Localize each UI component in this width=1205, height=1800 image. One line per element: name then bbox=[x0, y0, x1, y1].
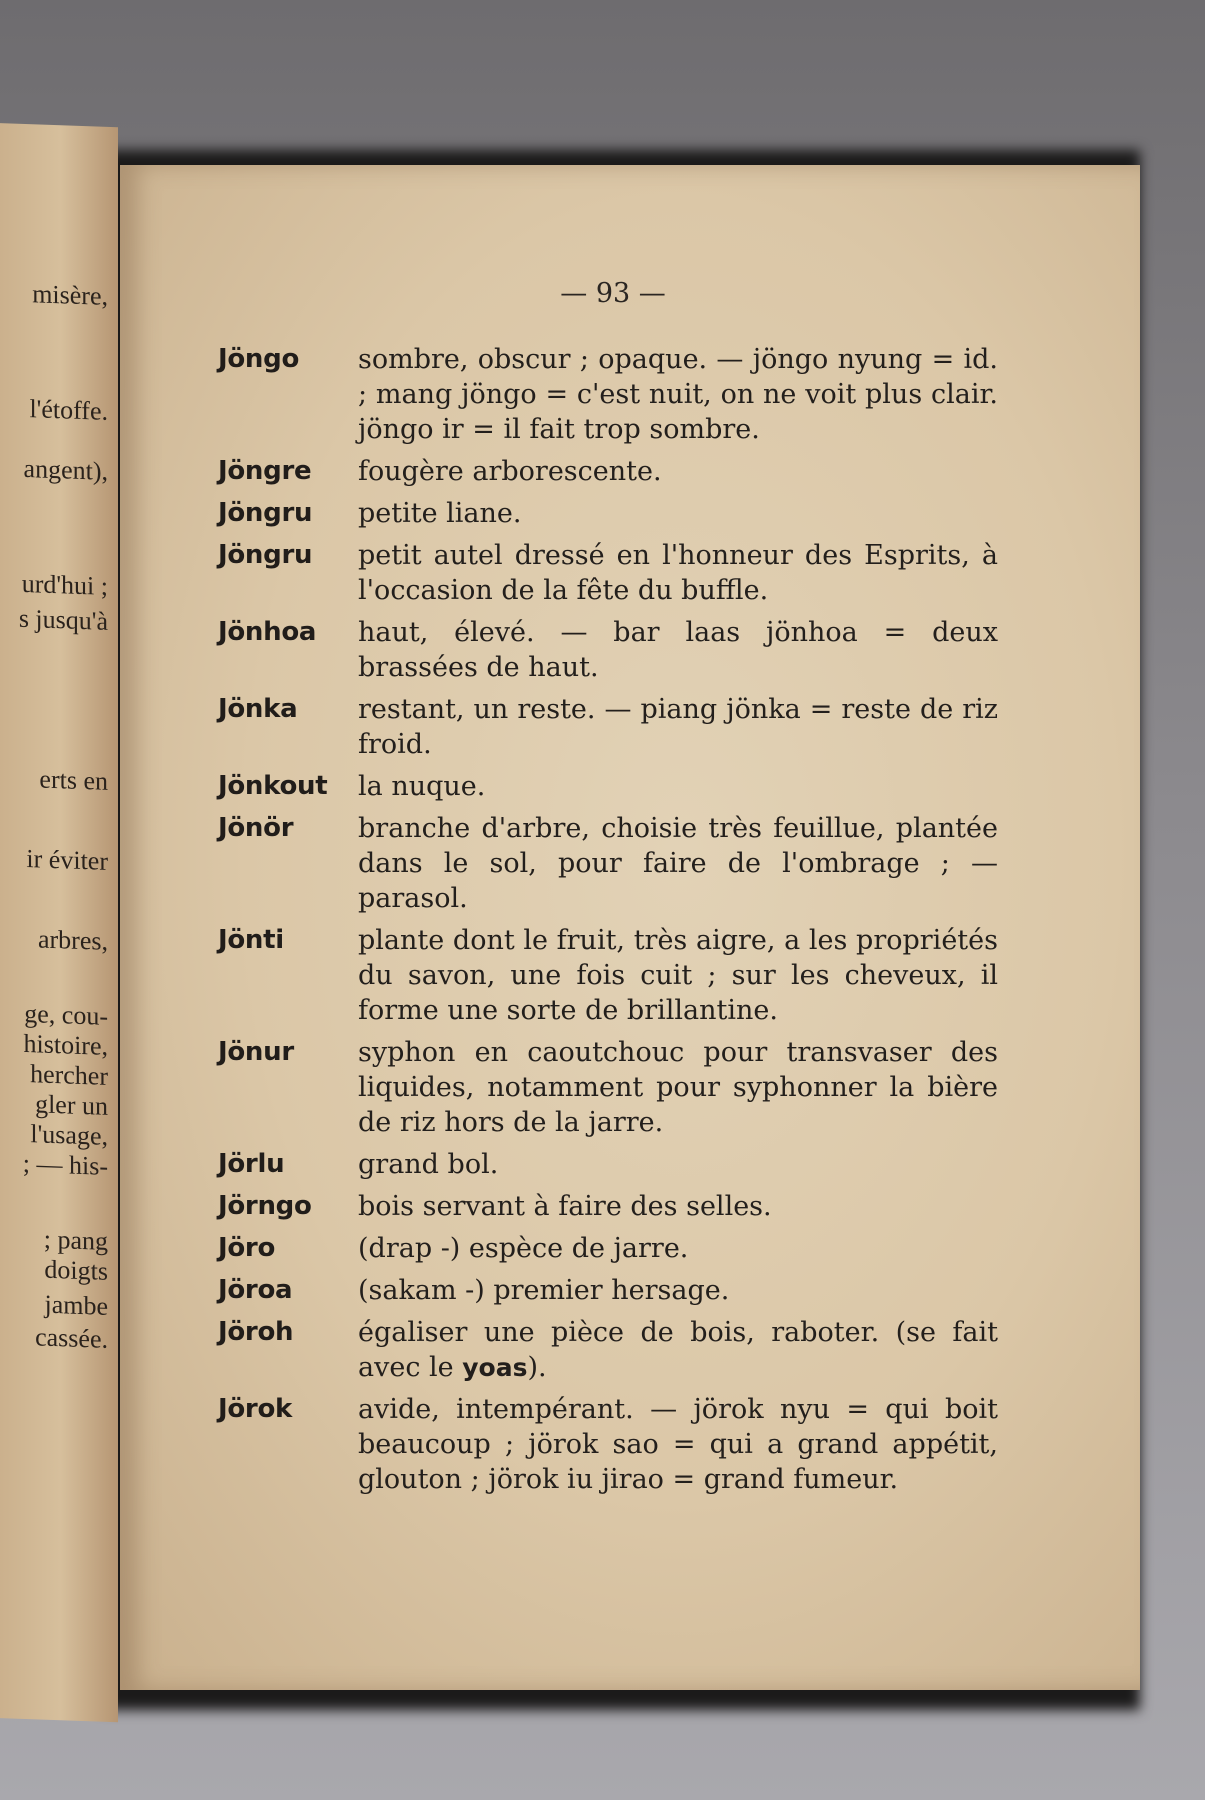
definition: haut, élevé. — bar laas jönhoa = deux brassées de haut. bbox=[358, 617, 998, 683]
previous-page-edge bbox=[0, 123, 118, 1722]
prev-page-line: angent), bbox=[23, 453, 108, 486]
headword: Jönur bbox=[218, 1037, 294, 1067]
prev-page-line: jambe bbox=[44, 1289, 108, 1321]
headword: Jöngre bbox=[218, 456, 312, 486]
dictionary-entry bbox=[218, 1273, 998, 1308]
dictionary-entry bbox=[218, 454, 998, 489]
headword: Jönka bbox=[218, 694, 298, 724]
definition: bois servant à faire des selles. bbox=[358, 1191, 772, 1222]
prev-page-line: doigts bbox=[44, 1254, 108, 1286]
definition: branche d'arbre, choisie très feuillue, plantée dans le sol, pour faire de l'ombrage ; — parasol. bbox=[358, 813, 998, 914]
definition: grand bol. bbox=[358, 1149, 499, 1180]
dictionary-entry bbox=[218, 769, 998, 804]
prev-page-line: histoire, bbox=[23, 1028, 108, 1061]
dictionary-entry bbox=[218, 1231, 998, 1266]
dictionary-entry bbox=[218, 1189, 998, 1224]
dictionary-entry bbox=[218, 538, 998, 608]
definition: avide, intempérant. — jörok nyu = qui boit beaucoup ; jörok sao = qui a grand appétit, glouton ; jörok iu jirao = grand fumeur. bbox=[358, 1394, 998, 1495]
dictionary-entry bbox=[218, 1392, 998, 1497]
prev-page-line: ; pang bbox=[43, 1224, 108, 1256]
dictionary-entry bbox=[218, 692, 998, 762]
prev-page-line: ir éviter bbox=[26, 844, 108, 876]
headword: Jönkout bbox=[218, 771, 328, 801]
dictionary-entry bbox=[218, 923, 998, 1028]
headword: Jörlu bbox=[218, 1149, 285, 1179]
dictionary-entry bbox=[218, 1315, 998, 1385]
prev-page-line: s jusqu'à bbox=[18, 603, 108, 636]
definition: plante dont le fruit, très aigre, a les propriétés du savon, une fois cuit ; sur les cheveux, il forme une sorte de brillantine. bbox=[358, 925, 998, 1026]
headword: Jöngru bbox=[218, 540, 313, 570]
prev-page-line: ge, cou- bbox=[24, 998, 108, 1031]
prev-page-line: l'étoffe. bbox=[29, 394, 108, 426]
definition: syphon en caoutchouc pour transvaser des liquides, notamment pour syphonner la bière de riz hors de la jarre. bbox=[358, 1037, 998, 1138]
prev-page-line: ; — his- bbox=[22, 1148, 108, 1181]
prev-page-line: urd'hui ; bbox=[21, 568, 108, 601]
definition: restant, un reste. — piang jönka = reste de riz froid. bbox=[358, 694, 998, 760]
headword: Jönör bbox=[218, 813, 294, 843]
prev-page-line: erts en bbox=[39, 764, 108, 796]
dictionary-entry bbox=[218, 342, 998, 447]
dictionary-entry bbox=[218, 1147, 998, 1182]
headword: Jöroa bbox=[218, 1275, 293, 1305]
page-number: — 93 — bbox=[560, 278, 666, 309]
definition: sombre, obscur ; opaque. — jöngo nyung = id. ; mang jöngo = c'est nuit, on ne voit plus clair. jöngo ir = il fait trop sombre. bbox=[358, 344, 998, 445]
definition: petit autel dressé en l'honneur des Esprits, à l'occasion de la fête du buffle. bbox=[358, 540, 998, 606]
definition: (drap -) espèce de jarre. bbox=[358, 1233, 689, 1264]
prev-page-line: gler un bbox=[35, 1089, 108, 1121]
dictionary-entry bbox=[218, 496, 998, 531]
definition: petite liane. bbox=[358, 498, 522, 529]
dictionary-entries bbox=[218, 342, 998, 1504]
headword: Jöroh bbox=[218, 1317, 294, 1347]
dictionary-entry bbox=[218, 1035, 998, 1140]
headword: Jöngo bbox=[218, 344, 300, 374]
definition-emphasis: yoas bbox=[462, 1353, 528, 1382]
prev-page-line: misère, bbox=[32, 279, 108, 311]
headword: Jönti bbox=[218, 925, 284, 955]
headword: Jörngo bbox=[218, 1191, 312, 1221]
prev-page-line: cassée. bbox=[35, 1322, 108, 1354]
definition-text: ). bbox=[527, 1352, 547, 1383]
prev-page-line: arbres, bbox=[37, 924, 108, 956]
definition bbox=[358, 1315, 998, 1385]
definition: la nuque. bbox=[358, 771, 486, 802]
headword: Jörok bbox=[218, 1394, 293, 1424]
dictionary-entry bbox=[218, 811, 998, 916]
prev-page-line: hercher bbox=[30, 1059, 108, 1091]
headword: Jönhoa bbox=[218, 617, 317, 647]
prev-page-line: l'usage, bbox=[30, 1119, 108, 1151]
definition: fougère arborescente. bbox=[358, 456, 662, 487]
headword: Jöro bbox=[218, 1233, 276, 1263]
dictionary-entry bbox=[218, 615, 998, 685]
definition-text: égaliser une pièce de bois, raboter. (se fait avec le bbox=[358, 1317, 998, 1383]
headword: Jöngru bbox=[218, 498, 313, 528]
definition: (sakam -) premier hersage. bbox=[358, 1275, 730, 1306]
